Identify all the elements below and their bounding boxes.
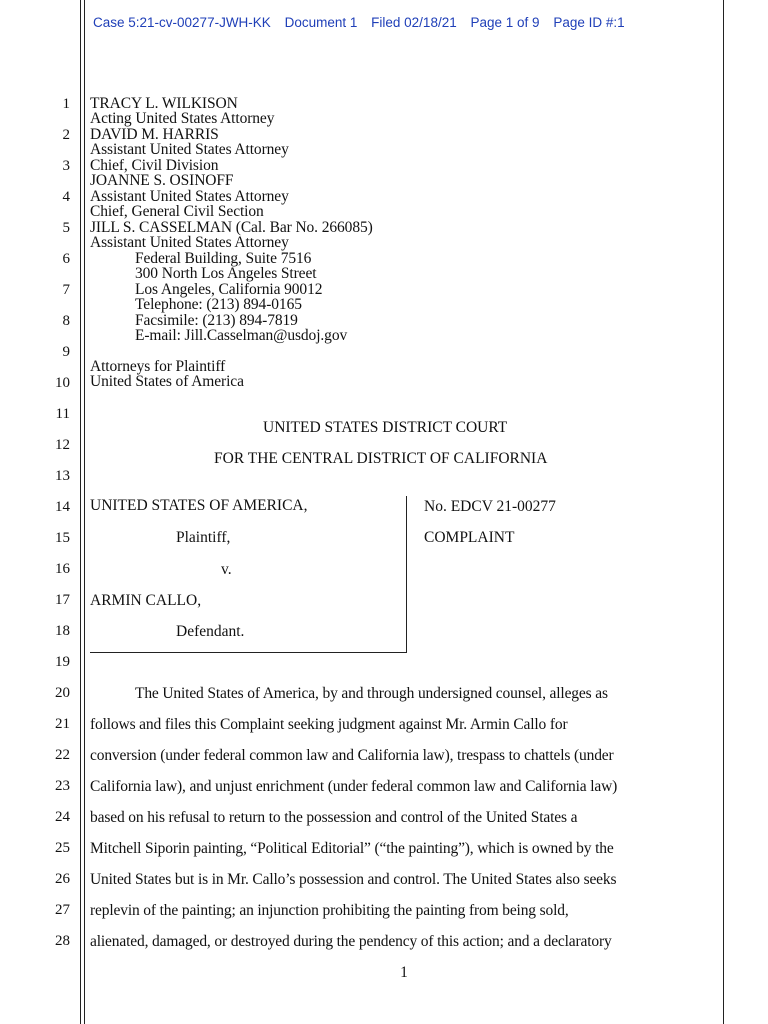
address-line: Federal Building, Suite 7516 bbox=[135, 250, 312, 267]
case-number: Case 5:21-cv-00277-JWH-KK bbox=[93, 15, 271, 30]
line-number: 1 bbox=[62, 96, 70, 112]
plaintiff-name: UNITED STATES OF AMERICA, bbox=[90, 497, 308, 514]
caption-divider-vertical bbox=[406, 496, 407, 653]
body-line: replevin of the painting; an injunction prohibiting the painting from being sold, bbox=[90, 902, 569, 919]
body-line: conversion (under federal common law and California law), trespass to chattels (under bbox=[90, 747, 614, 764]
line-number: 2 bbox=[62, 127, 70, 143]
attorneys-for: Attorneys for Plaintiff bbox=[90, 358, 226, 375]
plaintiff-role: Plaintiff, bbox=[176, 529, 231, 546]
counsel-line: Assistant United States Attorney bbox=[90, 188, 289, 205]
address-line: Los Angeles, California 90012 bbox=[135, 281, 323, 298]
line-number: 7 bbox=[62, 282, 70, 298]
defendant-role: Defendant. bbox=[176, 623, 245, 640]
client-name: United States of America bbox=[90, 373, 244, 390]
filed-date: Filed 02/18/21 bbox=[371, 15, 457, 30]
counsel-line: DAVID M. HARRIS bbox=[90, 126, 219, 143]
body-line: follows and files this Complaint seeking judgment against Mr. Armin Callo for bbox=[90, 716, 568, 733]
line-number: 9 bbox=[62, 344, 70, 360]
line-number: 24 bbox=[55, 809, 70, 825]
telephone: Telephone: (213) 894-0165 bbox=[135, 296, 302, 313]
line-number: 12 bbox=[55, 437, 70, 453]
body-line: alienated, damaged, or destroyed during the pendency of this action; and a declaratory bbox=[90, 933, 612, 950]
body-line: California law), and unjust enrichment (under federal common law and California law) bbox=[90, 778, 618, 795]
counsel-line: JILL S. CASSELMAN (Cal. Bar No. 266085) bbox=[90, 219, 373, 236]
line-number: 15 bbox=[55, 530, 70, 546]
case-number-caption: No. EDCV 21-00277 bbox=[424, 498, 556, 515]
page-number: 1 bbox=[400, 964, 408, 981]
line-number: 5 bbox=[62, 220, 70, 236]
line-number: 13 bbox=[55, 468, 70, 484]
line-number: 8 bbox=[62, 313, 70, 329]
ecf-header bbox=[93, 15, 635, 30]
email: E-mail: Jill.Casselman@usdoj.gov bbox=[135, 327, 348, 344]
line-number: 3 bbox=[62, 158, 70, 174]
line-number: 21 bbox=[55, 716, 70, 732]
page-count: Page 1 of 9 bbox=[470, 15, 540, 30]
document-number: Document 1 bbox=[284, 15, 358, 30]
line-number: 4 bbox=[62, 189, 70, 205]
counsel-line: TRACY L. WILKISON bbox=[90, 95, 238, 112]
caption-divider-horizontal bbox=[90, 652, 407, 653]
address-line: 300 North Los Angeles Street bbox=[135, 265, 317, 282]
line-number: 22 bbox=[55, 747, 70, 763]
line-number: 18 bbox=[55, 623, 70, 639]
court-district: FOR THE CENTRAL DISTRICT OF CALIFORNIA bbox=[214, 450, 548, 467]
body-line: based on his refusal to return to the possession and control of the United States a bbox=[90, 809, 578, 826]
left-margin-rule-outer bbox=[80, 0, 81, 1024]
line-number: 14 bbox=[55, 499, 70, 515]
court-title: UNITED STATES DISTRICT COURT bbox=[263, 419, 508, 436]
line-number: 20 bbox=[55, 685, 70, 701]
counsel-line: Chief, General Civil Section bbox=[90, 203, 264, 220]
body-line: Mitchell Siporin painting, “Political Editorial” (“the painting”), which is owned by the bbox=[90, 840, 614, 857]
line-number: 17 bbox=[55, 592, 70, 608]
counsel-line: Acting United States Attorney bbox=[90, 110, 275, 127]
counsel-line: Assistant United States Attorney bbox=[90, 234, 289, 251]
line-number: 25 bbox=[55, 840, 70, 856]
line-number: 26 bbox=[55, 871, 70, 887]
line-number: 27 bbox=[55, 902, 70, 918]
counsel-line: Assistant United States Attorney bbox=[90, 141, 289, 158]
line-number: 19 bbox=[55, 654, 70, 670]
page-id: Page ID #:1 bbox=[553, 15, 625, 30]
line-number: 10 bbox=[55, 375, 70, 391]
counsel-line: JOANNE S. OSINOFF bbox=[90, 172, 234, 189]
facsimile: Facsimile: (213) 894-7819 bbox=[135, 312, 298, 329]
document-title: COMPLAINT bbox=[424, 529, 515, 546]
left-margin-rule-inner bbox=[84, 0, 85, 1024]
body-line: The United States of America, by and through undersigned counsel, alleges as bbox=[135, 685, 608, 702]
line-number: 23 bbox=[55, 778, 70, 794]
line-number: 6 bbox=[62, 251, 70, 267]
right-margin-rule bbox=[723, 0, 724, 1024]
defendant-name: ARMIN CALLO, bbox=[90, 592, 202, 609]
versus: v. bbox=[221, 561, 232, 578]
line-number: 28 bbox=[55, 933, 70, 949]
body-line: United States but is in Mr. Callo’s possession and control. The United States also seeks bbox=[90, 871, 617, 888]
line-number: 11 bbox=[55, 406, 70, 422]
counsel-line: Chief, Civil Division bbox=[90, 157, 219, 174]
line-number: 16 bbox=[55, 561, 70, 577]
